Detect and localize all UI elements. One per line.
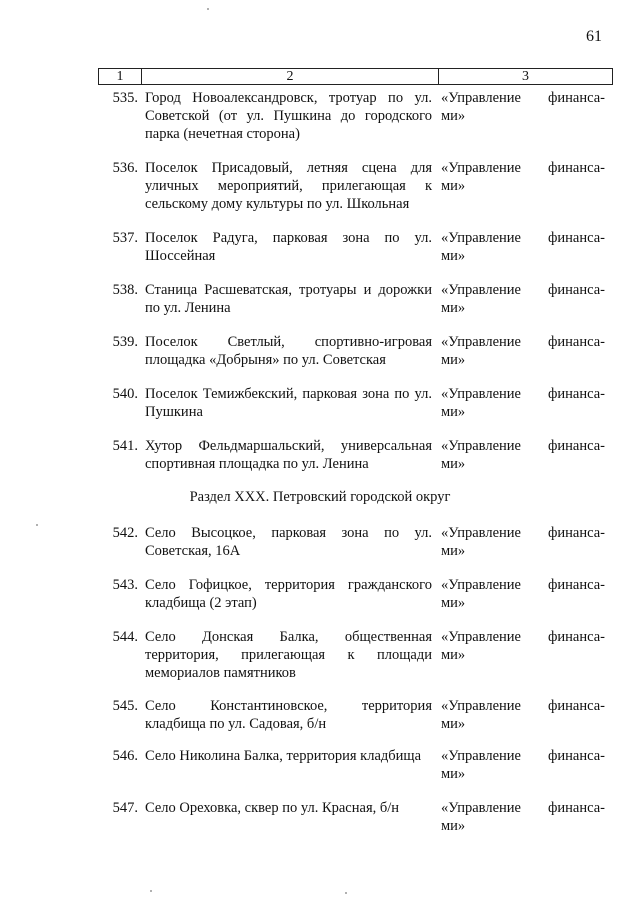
resp-part-a: «Управление — [441, 160, 521, 176]
row-responsible — [441, 281, 605, 317]
row-number: 539. — [112, 334, 138, 350]
row-responsible — [441, 385, 605, 421]
row-number: 536. — [112, 160, 138, 176]
row-responsible — [441, 576, 605, 612]
row-number: 547. — [112, 800, 138, 816]
row-description: Село Гофицкое, территория гражданского кладбища (2 этап) — [145, 577, 432, 611]
row-number: 535. — [112, 90, 138, 106]
resp-part-b: финанса- — [548, 577, 605, 593]
resp-part-a: «Управление — [441, 698, 521, 714]
resp-part-a: «Управление — [441, 438, 521, 454]
resp-part-b: финанса- — [548, 334, 605, 350]
row-number: 546. — [112, 748, 138, 764]
row-description: Поселок Радуга, парковая зона по ул. Шоссейная — [145, 230, 432, 264]
row-description: Село Ореховка, сквер по ул. Красная, б/н — [145, 800, 400, 816]
row-responsible — [441, 697, 605, 733]
row-description: Село Константиновское, территория кладбища по ул. Садовая, б/н — [145, 698, 432, 732]
row-responsible — [441, 628, 605, 664]
resp-part-a: «Управление — [441, 748, 521, 764]
resp-part-a: «Управление — [441, 282, 521, 298]
resp-part-c: ми» — [441, 818, 466, 834]
resp-part-b: финанса- — [548, 230, 605, 246]
scan-speck — [207, 8, 209, 10]
scan-speck — [36, 524, 38, 526]
row-description: Хутор Фельдмаршальский, универсальная спортивная площадка по ул. Ленина — [145, 438, 432, 472]
resp-part-a: «Управление — [441, 629, 521, 645]
section-title: Раздел XXX. Петровский городской округ — [189, 489, 451, 505]
resp-part-c: ми» — [441, 456, 466, 472]
header-col-3: 3 — [522, 69, 529, 84]
header-col-1: 1 — [99, 69, 142, 84]
header-col-2: 2 — [142, 69, 439, 84]
row-number: 543. — [112, 577, 138, 593]
table-header — [98, 68, 613, 85]
row-number: 541. — [112, 438, 138, 454]
row-description: Поселок Присадовый, летняя сцена для уличных мероприятий, прилегающая к сельскому дому культуры по ул. Школьная — [145, 160, 432, 212]
resp-part-a: «Управление — [441, 525, 521, 541]
resp-part-a: «Управление — [441, 386, 521, 402]
page-number: 61 — [586, 28, 602, 45]
row-number: 544. — [112, 629, 138, 645]
row-responsible — [441, 333, 605, 369]
row-responsible — [441, 524, 605, 560]
resp-part-c: ми» — [441, 647, 466, 663]
row-description: Город Новоалександровск, тротуар по ул. Советской (от ул. Пушкина до городского парка (нечетная сторона) — [145, 90, 432, 142]
row-number: 545. — [112, 698, 138, 714]
scan-speck — [150, 890, 152, 892]
row-responsible — [441, 437, 605, 473]
resp-part-b: финанса- — [548, 525, 605, 541]
resp-part-c: ми» — [441, 766, 466, 782]
resp-part-c: ми» — [441, 300, 466, 316]
resp-part-c: ми» — [441, 178, 466, 194]
row-number: 537. — [112, 230, 138, 246]
resp-part-c: ми» — [441, 716, 466, 732]
row-number: 542. — [112, 525, 138, 541]
scan-speck — [345, 892, 347, 894]
resp-part-a: «Управление — [441, 800, 521, 816]
resp-part-c: ми» — [441, 108, 466, 124]
row-number: 538. — [112, 282, 138, 298]
row-description: Поселок Темижбекский, парковая зона по ул. Пушкина — [145, 386, 432, 420]
resp-part-c: ми» — [441, 404, 466, 420]
resp-part-b: финанса- — [548, 282, 605, 298]
resp-part-c: ми» — [441, 352, 466, 368]
row-responsible — [441, 229, 605, 265]
row-responsible — [441, 799, 605, 835]
row-description: Станица Расшеватская, тротуары и дорожки по ул. Ленина — [145, 282, 432, 316]
resp-part-b: финанса- — [548, 629, 605, 645]
row-responsible — [441, 159, 605, 195]
row-description: Село Николина Балка, территория кладбища — [145, 748, 422, 764]
resp-part-b: финанса- — [548, 800, 605, 816]
resp-part-b: финанса- — [548, 698, 605, 714]
resp-part-a: «Управление — [441, 334, 521, 350]
resp-part-c: ми» — [441, 248, 466, 264]
resp-part-b: финанса- — [548, 438, 605, 454]
resp-part-c: ми» — [441, 543, 466, 559]
row-description: Поселок Светлый, спортивно-игровая площадка «Добрыня» по ул. Советская — [145, 334, 432, 368]
resp-part-b: финанса- — [548, 160, 605, 176]
row-number: 540. — [112, 386, 138, 402]
row-description: Село Донская Балка, общественная территория, прилегающая к площади мемориалов памятников — [145, 629, 432, 681]
resp-part-b: финанса- — [548, 748, 605, 764]
resp-part-a: «Управление — [441, 90, 521, 106]
row-description: Село Высоцкое, парковая зона по ул. Советская, 16А — [145, 525, 432, 559]
row-responsible — [441, 747, 605, 783]
resp-part-a: «Управление — [441, 577, 521, 593]
resp-part-b: финанса- — [548, 90, 605, 106]
resp-part-a: «Управление — [441, 230, 521, 246]
resp-part-b: финанса- — [548, 386, 605, 402]
resp-part-c: ми» — [441, 595, 466, 611]
row-responsible — [441, 89, 605, 125]
